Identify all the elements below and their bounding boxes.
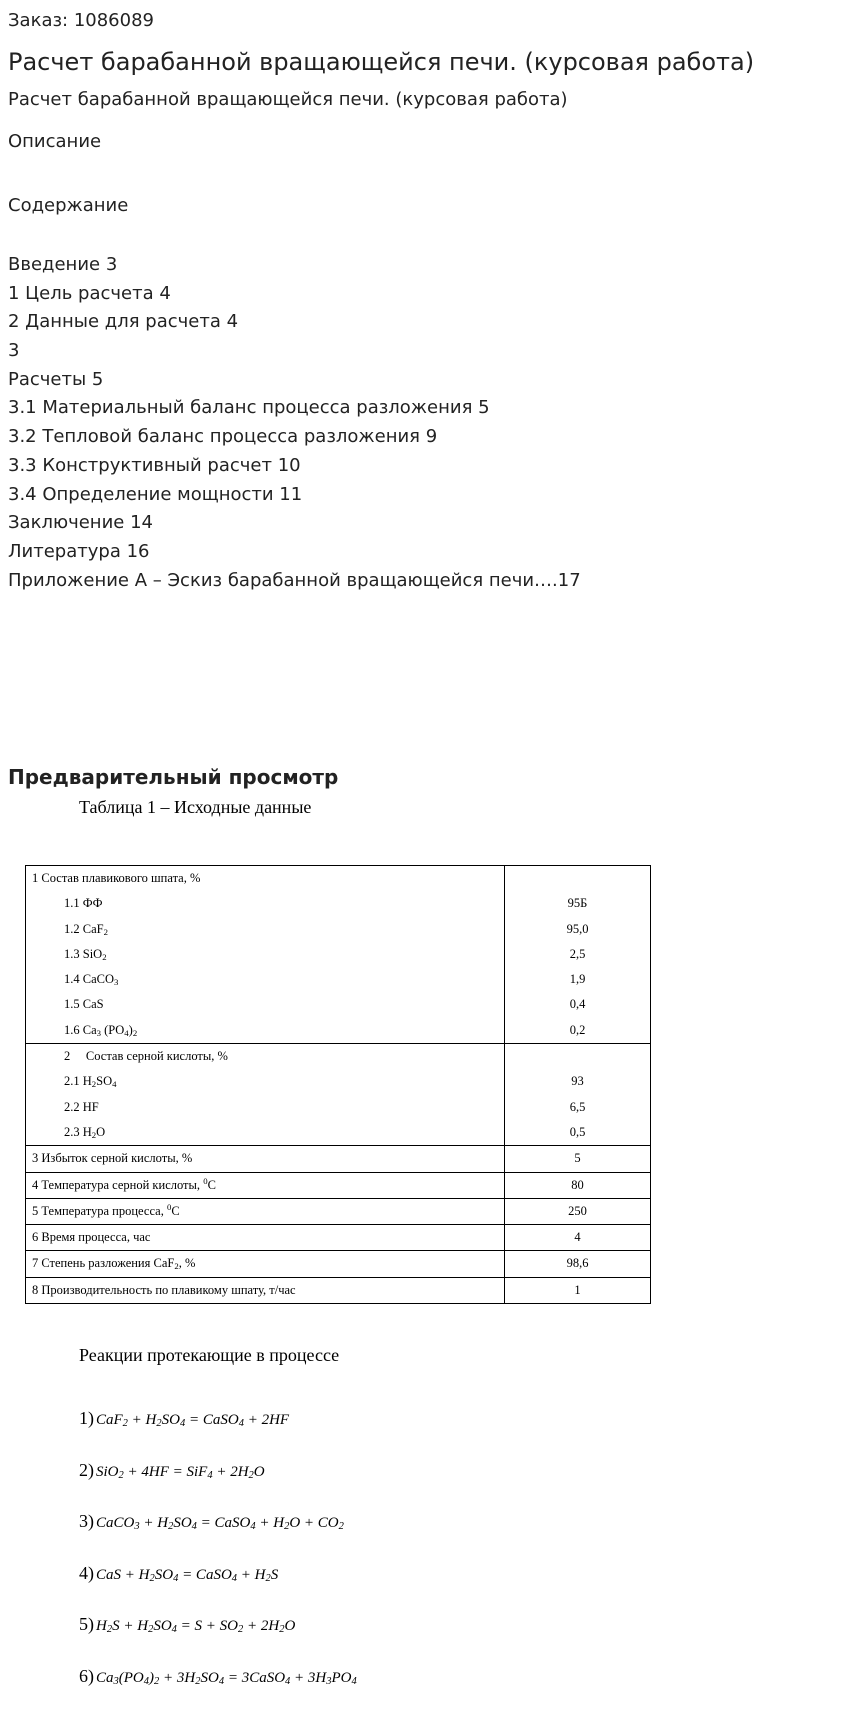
table-row xyxy=(26,1172,651,1198)
row-label: 1.2 CaF$_2$ xyxy=(64,921,108,937)
reaction-number: 6) xyxy=(79,1665,94,1686)
group-heading: 2 Состав серной кислоты, % xyxy=(64,1049,228,1064)
reaction-equation xyxy=(79,1408,357,1460)
table-row xyxy=(26,1225,651,1251)
formula-text: CaF xyxy=(96,1412,123,1428)
reaction-formula xyxy=(96,1464,265,1480)
formula-text: = CaSO xyxy=(178,1566,232,1583)
reaction-number: 3) xyxy=(79,1511,94,1531)
formula-text: + 2H xyxy=(212,1463,249,1480)
reaction-equation xyxy=(79,1666,357,1717)
table-cell xyxy=(505,1251,651,1277)
toc-item: 3.2 Тепловой баланс процесса разложения 9 xyxy=(8,426,438,448)
formula-text: S + H xyxy=(112,1618,149,1634)
toc-item: 3.4 Определение мощности 11 xyxy=(8,483,303,505)
formula-text: SO xyxy=(154,1566,174,1583)
table-cell xyxy=(26,1044,505,1146)
table-cell xyxy=(505,1146,651,1172)
row-label: 1.1 ФФ xyxy=(64,896,103,911)
reaction-equation xyxy=(79,1614,357,1666)
formula-subscript: 2 xyxy=(248,1469,254,1481)
row-label: 6 Время процесса, час xyxy=(32,1230,151,1245)
row-value: 0,2 xyxy=(569,1022,586,1037)
toc-item: 1 Цель расчета 4 xyxy=(8,282,171,304)
reaction-equation xyxy=(79,1460,357,1512)
formula-subscript: 3 xyxy=(134,1521,140,1532)
formula-subscript: 4 xyxy=(171,1624,177,1635)
row-label: 2.2 HF xyxy=(64,1099,99,1114)
table-of-contents xyxy=(8,251,581,595)
formula-text: O xyxy=(284,1618,296,1634)
table-cell xyxy=(26,1225,505,1251)
formula-text: H xyxy=(96,1618,107,1634)
table-cell xyxy=(26,1172,505,1198)
row-label: 8 Производительность по плавикому шпату, т/час xyxy=(32,1282,296,1297)
formula-text: Ca xyxy=(96,1669,114,1686)
formula-subscript: 2 xyxy=(168,1521,174,1532)
toc-item: Расчеты 5 xyxy=(8,368,104,390)
row-value: 95Б xyxy=(567,896,588,911)
row-label: 7 Степень разложения CaF$_2$, % xyxy=(32,1256,196,1272)
row-value: 93 xyxy=(571,1074,584,1089)
formula-text: (PO xyxy=(118,1669,144,1686)
formula-subscript: 4 xyxy=(207,1469,213,1481)
table-cell xyxy=(26,866,505,1044)
page-subtitle: Расчет барабанной вращающейся печи. (курсовая работа) xyxy=(8,89,568,110)
table-cell xyxy=(505,1172,651,1198)
formula-text: SO xyxy=(153,1618,172,1634)
row-label: 4 Температура серной кислоты, $^0$С xyxy=(32,1175,216,1192)
row-value: 4 xyxy=(574,1230,581,1245)
formula-subscript: 4 xyxy=(351,1675,357,1687)
reactions-heading: Реакции протекающие в процессе xyxy=(79,1345,340,1365)
table-cell xyxy=(505,1277,651,1303)
row-label: 3 Избыток серной кислоты, % xyxy=(32,1151,193,1166)
formula-text: + H xyxy=(139,1515,169,1531)
formula-subscript: 2 xyxy=(265,1572,271,1584)
formula-text: + H xyxy=(127,1412,157,1428)
formula-subscript: 4 xyxy=(143,1675,150,1687)
table-row xyxy=(26,1198,651,1224)
toc-item: 3 xyxy=(8,340,20,362)
toc-item: 3.1 Материальный баланс процесса разложения 5 xyxy=(8,397,490,419)
description-heading: Описание xyxy=(8,131,102,152)
formula-text: = CaSO xyxy=(196,1515,251,1531)
formula-subscript: 4 xyxy=(179,1418,186,1429)
reaction-number: 2) xyxy=(79,1459,94,1480)
formula-text: SO xyxy=(200,1669,219,1686)
formula-text: O + CO xyxy=(289,1515,339,1531)
reaction-list xyxy=(79,1408,357,1717)
formula-text: ) xyxy=(149,1669,155,1686)
reaction-equation xyxy=(79,1563,357,1615)
formula-subscript: 2 xyxy=(154,1675,160,1687)
order-number: Заказ: 1086089 xyxy=(8,10,154,31)
row-value: 1 xyxy=(574,1282,581,1297)
row-value: 1,9 xyxy=(569,972,586,987)
table-row xyxy=(26,1146,651,1172)
group-heading: 1 Состав плавикового шпата, % xyxy=(32,871,201,885)
formula-text: S xyxy=(270,1566,279,1583)
table-cell xyxy=(26,1198,505,1224)
toc-item: Литература 16 xyxy=(8,540,150,562)
table-row xyxy=(26,1044,651,1146)
formula-subscript: 4 xyxy=(250,1521,256,1532)
formula-text: CaS + H xyxy=(96,1566,150,1583)
source-data-table xyxy=(25,865,651,1304)
formula-subscript: 4 xyxy=(191,1521,197,1532)
row-label: 2.3 $H_2O$ xyxy=(64,1124,106,1140)
contents-heading: Содержание xyxy=(8,195,129,216)
table-cell xyxy=(26,1277,505,1303)
reaction-equation xyxy=(79,1511,357,1563)
formula-text: + 2HF xyxy=(243,1412,290,1428)
toc-item: Заключение 14 xyxy=(8,512,153,534)
table-cell xyxy=(505,1044,651,1146)
table-cell xyxy=(505,1225,651,1251)
row-label: 1.4 CaCO$_3$ xyxy=(64,972,119,988)
reaction-formula xyxy=(96,1618,295,1634)
formula-subscript: 2 xyxy=(149,1572,155,1584)
formula-subscript: 3 xyxy=(326,1675,332,1687)
formula-subscript: 2 xyxy=(338,1521,344,1532)
table-cell xyxy=(505,1198,651,1224)
formula-text: + H xyxy=(237,1566,266,1583)
formula-subscript: 4 xyxy=(218,1675,225,1687)
table-cell xyxy=(505,866,651,1044)
formula-subscript: 2 xyxy=(156,1418,162,1429)
reaction-number: 5) xyxy=(79,1614,94,1634)
toc-item: Введение 3 xyxy=(8,254,118,275)
table-row xyxy=(26,1251,651,1277)
table-caption: Таблица 1 – Исходные данные xyxy=(79,797,312,817)
reaction-formula xyxy=(96,1412,289,1428)
reaction-formula xyxy=(96,1567,278,1583)
formula-text: = S + SO xyxy=(176,1618,238,1634)
formula-subscript: 2 xyxy=(118,1469,124,1481)
toc-item: Приложение А – Эскиз барабанной вращающейся печи….17 xyxy=(8,569,581,591)
formula-subscript: 2 xyxy=(148,1624,154,1635)
formula-subscript: 4 xyxy=(238,1418,244,1429)
reaction-formula xyxy=(96,1515,344,1531)
preview-heading: Предварительный просмотр xyxy=(8,765,339,789)
table-row xyxy=(26,1277,651,1303)
row-value: 98,6 xyxy=(566,1256,589,1271)
formula-subscript: 2 xyxy=(195,1675,201,1687)
formula-subscript: 2 xyxy=(106,1624,113,1635)
formula-text: + 2H xyxy=(243,1618,280,1634)
row-label: 5 Температура процесса, $^0$С xyxy=(32,1201,180,1218)
formula-subscript: 3 xyxy=(113,1675,119,1687)
formula-text: CaCO xyxy=(96,1515,135,1531)
formula-text: + 3H xyxy=(159,1669,196,1686)
formula-text: + 4HF = SiF xyxy=(123,1463,208,1480)
row-label: 1.5 CaS xyxy=(64,997,104,1012)
formula-text: PO xyxy=(331,1669,352,1686)
table-cell xyxy=(26,1251,505,1277)
row-label: 1.6 $Ca_3$ $(PO_4)_2$ xyxy=(64,1022,138,1038)
toc-item: 2 Данные для расчета 4 xyxy=(8,311,239,333)
formula-text: SO xyxy=(173,1515,192,1531)
row-label: 2.1 $H_2SO_4$ xyxy=(64,1074,117,1090)
formula-text: O xyxy=(253,1463,265,1480)
table-row xyxy=(26,866,651,1044)
row-value: 250 xyxy=(568,1203,587,1218)
toc-item: 3.3 Конструктивный расчет 10 xyxy=(8,454,301,476)
formula-subscript: 4 xyxy=(173,1572,179,1584)
row-value: 80 xyxy=(571,1177,584,1192)
reaction-number: 4) xyxy=(79,1562,94,1583)
row-value: 95,0 xyxy=(566,921,589,936)
row-value: 5 xyxy=(574,1151,581,1166)
reaction-number: 1) xyxy=(79,1408,94,1428)
formula-subscript: 4 xyxy=(231,1572,238,1584)
row-value: 0,4 xyxy=(569,997,586,1012)
formula-text: + 3H xyxy=(290,1669,327,1686)
formula-text: SO xyxy=(161,1412,180,1428)
formula-subscript: 2 xyxy=(279,1624,285,1635)
page-title: Расчет барабанной вращающейся печи. (курсовая работа) xyxy=(8,48,755,76)
row-value: 2,5 xyxy=(569,946,586,961)
formula-text: + H xyxy=(255,1515,285,1531)
row-value: 6,5 xyxy=(569,1099,586,1114)
table-cell xyxy=(26,1146,505,1172)
row-value: 0,5 xyxy=(569,1124,586,1139)
row-label: 1.3 SiO$_2$ xyxy=(64,946,107,962)
formula-text: = 3CaSO xyxy=(224,1669,286,1686)
formula-text: SiO xyxy=(96,1463,119,1480)
formula-subscript: 2 xyxy=(237,1624,244,1635)
formula-subscript: 2 xyxy=(122,1418,128,1429)
reaction-formula xyxy=(96,1670,357,1686)
formula-subscript: 4 xyxy=(285,1675,291,1687)
formula-text: = CaSO xyxy=(185,1412,239,1428)
formula-subscript: 2 xyxy=(284,1521,290,1532)
